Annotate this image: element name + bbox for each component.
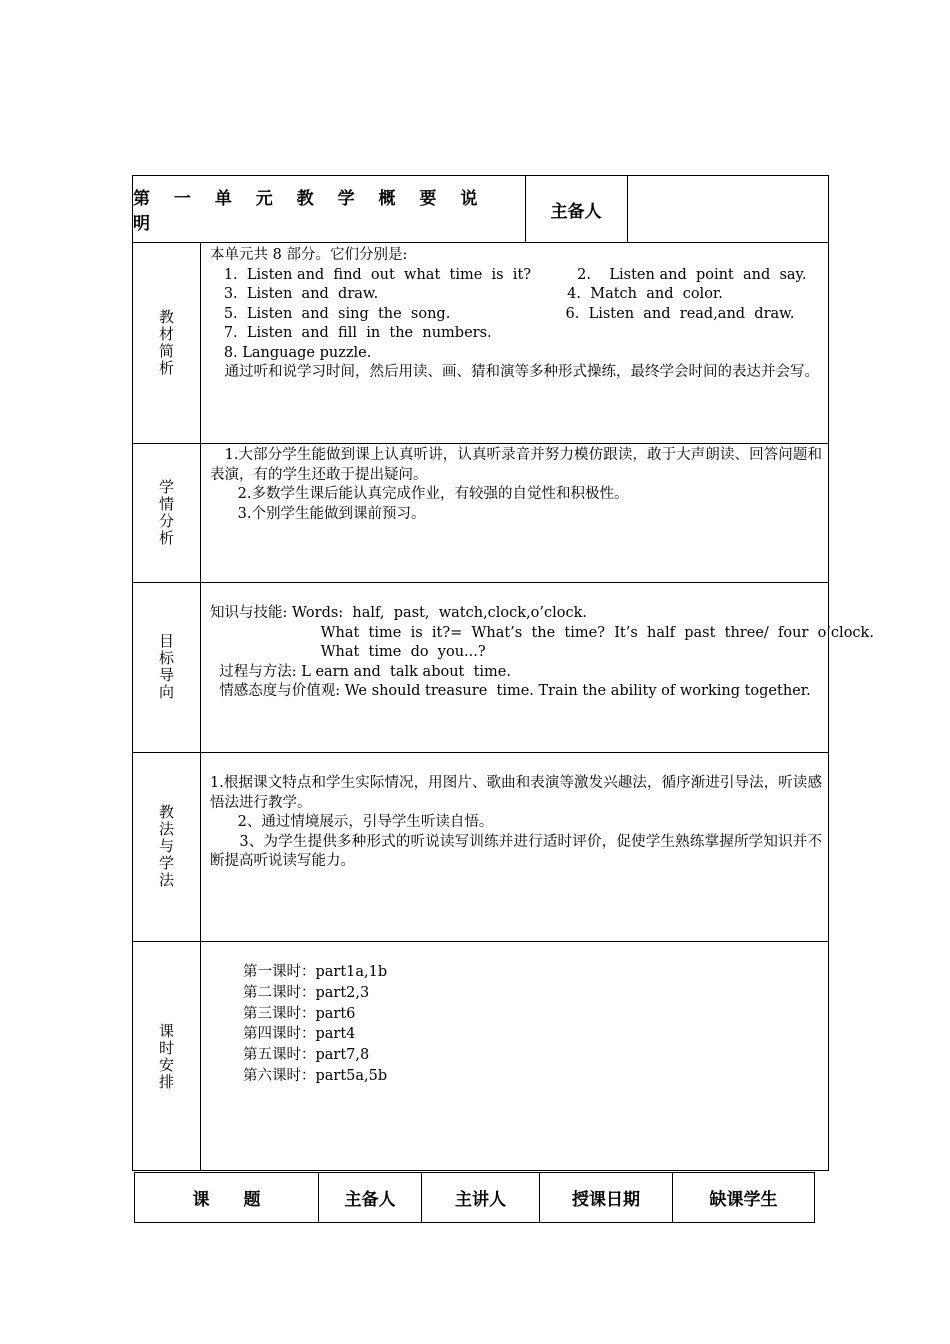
textbook-label-cell: [133, 242, 200, 443]
textbook-content: [210, 246, 822, 383]
textbook-line: 3. Listen and draw. 4. Match and color.: [210, 286, 723, 302]
goals-line: 过程与方法: L earn and talk about time.: [210, 663, 511, 680]
schedule-line: 第六课时：part5a,5b: [243, 1067, 388, 1084]
goals-line: What time is it?= What’s the time? It’s half past three/ four o’clock.: [210, 624, 874, 641]
textbook-line: 5. Listen and sing the song. 6. Listen and read,and draw.: [210, 305, 795, 322]
methods-paragraph: 1.根据课文特点和学生实际情况，用图片、歌曲和表演等激发兴趣法，循序渐进引导法，听读感悟法进行教学。: [210, 775, 822, 811]
col-lecturer: 主讲人: [422, 1173, 540, 1222]
methods-line: 2、通过情境展示，引导学生听读自悟。: [210, 814, 494, 830]
textbook-paragraph: 通过听和说学习时间，然后用读、画、猜和演等多种形式操练，最终学会时间的表达并会写。: [210, 364, 819, 380]
students-label: 学情分析: [157, 478, 175, 547]
students-line: 3.个别学生能做到课前预习。: [210, 505, 426, 522]
methods-content: [210, 774, 822, 872]
schedule-line: 第五课时：part7,8: [243, 1047, 370, 1064]
col-absent: 缺课学生: [709, 1190, 778, 1210]
schedule-content: [243, 962, 855, 1087]
unit-title: 第 一 单 元 教 学 概 要 说 明: [133, 189, 487, 234]
methods-paragraph: 3、为学生提供多种形式的听说读写训练并进行适时评价，促使学生熟练掌握所学知识并不断提高听说读写能力。: [210, 833, 822, 869]
schedule-line: 第四课时：part4: [243, 1026, 356, 1043]
methods-label: 教法与学法: [157, 804, 175, 889]
schedule-line: 第二课时：part2,3: [243, 984, 370, 1001]
students-content: [210, 446, 822, 524]
lesson-header-row: [134, 1172, 815, 1223]
schedule-label-cell: [133, 941, 200, 1172]
col-planner: 主备人: [319, 1173, 422, 1222]
students-paragraph: 1.大部分学生能做到课上认真听讲，认真听录音并努力模仿跟读，敢于大声朗读、回答问题和表演，有的学生还敢于提出疑问。: [210, 447, 822, 483]
goals-label-cell: [133, 582, 200, 752]
methods-label-cell: [133, 752, 200, 941]
textbook-line: 本单元共 8 部分。它们分别是:: [210, 247, 408, 263]
goals-content: [210, 604, 874, 702]
schedule-label: 课时安排: [157, 1022, 175, 1091]
planner-label: 主备人: [550, 201, 602, 222]
textbook-line: 1. Listen and find out what time is it? 2. Listen and point and say.: [210, 266, 807, 283]
goals-line: What time do you...?: [210, 644, 486, 660]
textbook-line: 7. Listen and fill in the numbers.: [210, 325, 492, 341]
students-line: 2.多数学生课后能认真完成作业，有较强的自觉性和积极性。: [210, 486, 629, 502]
goals-line: 情感态度与价值观: We should treasure time. Train the ability of working together.: [210, 683, 811, 699]
schedule-line: 第三课时：part6: [243, 1005, 356, 1022]
schedule-line: 第一课时：part1a,1b: [243, 964, 388, 980]
goals-line: 知识与技能: Words: half, past, watch,clock,o’clock.: [210, 605, 588, 621]
col-topic: 课 题: [135, 1173, 319, 1222]
students-label-cell: [133, 443, 200, 582]
col-date: 授课日期: [540, 1173, 673, 1222]
textbook-line: 8. Language puzzle.: [210, 344, 372, 361]
textbook-label: 教材简析: [157, 308, 175, 377]
unit-summary-table: [132, 175, 874, 1171]
planner-value[interactable]: [627, 176, 828, 242]
goals-label: 目标导向: [157, 633, 175, 701]
